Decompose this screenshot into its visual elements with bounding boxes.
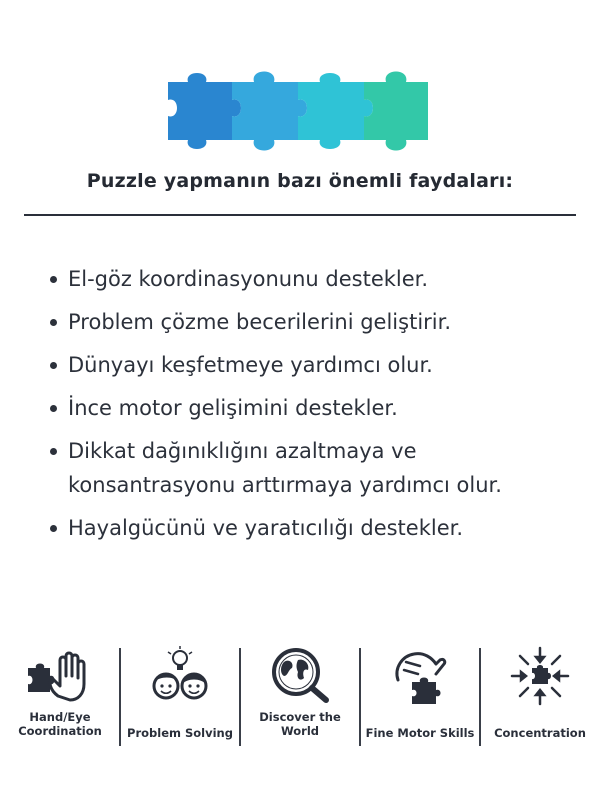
skill-label: Concentration (494, 726, 586, 740)
puzzle-piece-1 (168, 73, 241, 149)
globe-magnifier-icon (260, 646, 340, 706)
benefit-item: Problem çözme becerilerini geliştirir. (50, 305, 580, 339)
benefit-item: El-göz koordinasyonunu destekler. (50, 262, 580, 296)
benefit-item: Hayalgücünü ve yaratıcılığı destekler. (50, 511, 580, 545)
skill-discover-world (240, 640, 360, 750)
skill-label: Discover the World (259, 710, 341, 738)
puzzle-piece-3 (298, 73, 373, 149)
skill-problem-solving (120, 640, 240, 750)
skill-hand-eye (0, 640, 120, 750)
hand-holding-puzzle-icon (380, 646, 460, 706)
skill-label: Fine Motor Skills (365, 726, 475, 740)
focus-arrows-puzzle-icon (500, 646, 580, 706)
benefit-item: İnce motor gelişimini destekler. (50, 391, 580, 425)
kids-lightbulb-icon (140, 646, 220, 706)
puzzle-piece-4 (364, 72, 428, 151)
skill-label: Problem Solving (127, 726, 233, 740)
page-title: Puzzle yapmanın bazı önemli faydaları: (86, 170, 514, 192)
puzzle-piece-2 (232, 72, 307, 151)
benefits-list (50, 262, 580, 554)
benefit-item: Dünyayı keşfetmeye yardımcı olur. (50, 348, 580, 382)
benefit-item: Dikkat dağınıklığını azaltmaya ve konsantrasyonu arttırmaya yardımcı olur. (50, 434, 580, 502)
skill-label: Hand/Eye Coordination (18, 710, 102, 738)
skill-fine-motor (360, 640, 480, 750)
skills-row (0, 640, 600, 750)
title-divider (24, 214, 576, 216)
puzzle-pieces-logo (162, 60, 434, 156)
skill-concentration (480, 640, 600, 750)
hand-puzzle-icon (20, 646, 100, 706)
